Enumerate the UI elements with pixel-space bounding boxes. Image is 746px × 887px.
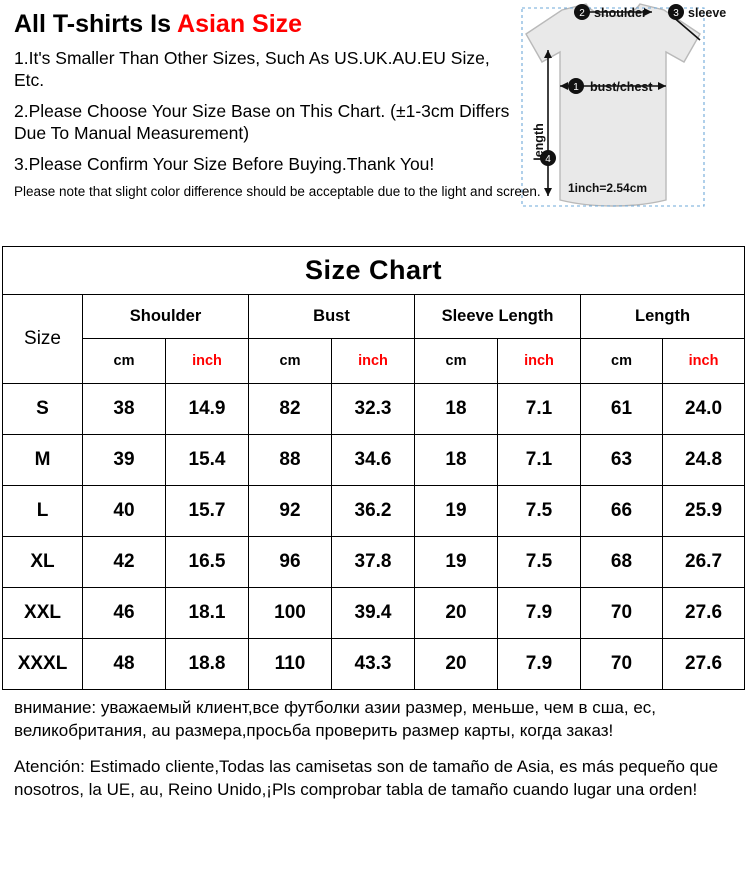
cell-shoulder-cm: 40 <box>83 486 166 537</box>
table-row <box>3 384 745 435</box>
bust-marker-number: 1 <box>573 82 579 93</box>
row-size-label: L <box>3 486 83 537</box>
unit-header-bust-cm: cm <box>249 338 332 383</box>
cell-length-inch: 24.0 <box>663 384 745 435</box>
cell-bust-cm: 88 <box>249 435 332 486</box>
page-title-prefix: All T-shirts Is <box>14 10 178 38</box>
table-unit-header-row <box>3 338 745 383</box>
unit-header-length-inch: inch <box>663 338 745 383</box>
cell-length-cm: 66 <box>581 486 663 537</box>
cell-shoulder-inch: 18.8 <box>166 639 249 690</box>
unit-header-bust-inch: inch <box>332 338 415 383</box>
cell-length-cm: 68 <box>581 537 663 588</box>
table-group-header-row <box>3 295 745 339</box>
size-chart-table-wrapper <box>0 246 746 690</box>
cell-length-inch: 27.6 <box>663 588 745 639</box>
cell-length-inch: 27.6 <box>663 639 745 690</box>
cell-sleeve-cm: 19 <box>415 486 498 537</box>
page-title-accent: Asian Size <box>177 10 303 38</box>
table-row <box>3 486 745 537</box>
cell-shoulder-cm: 42 <box>83 537 166 588</box>
cell-shoulder-cm: 38 <box>83 384 166 435</box>
unit-header-sleeve-cm: cm <box>415 338 498 383</box>
color-disclaimer: Please note that slight color difference should be acceptable due to the light and screen. <box>14 184 541 200</box>
note-1: 1.It's Smaller Than Other Sizes, Such As US.UK.AU.EU Size, Etc. <box>14 48 490 91</box>
sleeve-label: sleeve <box>688 6 727 20</box>
cell-length-inch: 24.8 <box>663 435 745 486</box>
bust-label: bust/chest <box>590 80 653 94</box>
cell-length-cm: 70 <box>581 639 663 690</box>
cell-sleeve-cm: 20 <box>415 639 498 690</box>
cell-sleeve-inch: 7.1 <box>498 435 581 486</box>
row-size-label: XL <box>3 537 83 588</box>
cell-bust-cm: 96 <box>249 537 332 588</box>
unit-header-shoulder-inch: inch <box>166 338 249 383</box>
tshirt-illustration <box>526 4 700 206</box>
unit-header-length-cm: cm <box>581 338 663 383</box>
group-header-bust: Bust <box>249 295 415 339</box>
row-size-label: S <box>3 384 83 435</box>
footer-note-spanish: Atención: Estimado cliente,Todas las camisetas son de tamaño de Asia, es más pequeño que nosotros, la UE, au, Reino Unido,¡Pls comprobar tabla de tamaño cuando lugar una orden! <box>14 757 719 799</box>
footer-section <box>0 690 746 801</box>
cell-length-cm: 70 <box>581 588 663 639</box>
size-chart-table <box>2 246 745 690</box>
cell-bust-cm: 110 <box>249 639 332 690</box>
cell-bust-inch: 37.8 <box>332 537 415 588</box>
footer-note-russian: внимание: уважаемый клиент,все футболки азии размер, меньше, чем в сша, ес, великобритания, au размера,просьба проверить размер карты, когда заказ! <box>14 698 656 740</box>
sleeve-marker-number: 3 <box>673 8 679 19</box>
cell-sleeve-cm: 18 <box>415 435 498 486</box>
table-row <box>3 588 745 639</box>
cell-shoulder-inch: 15.7 <box>166 486 249 537</box>
shoulder-label: shoulder <box>594 6 647 20</box>
cell-length-cm: 63 <box>581 435 663 486</box>
size-column-header: Size <box>3 295 83 384</box>
cell-shoulder-inch: 14.9 <box>166 384 249 435</box>
cell-shoulder-cm: 39 <box>83 435 166 486</box>
cell-length-inch: 25.9 <box>663 486 745 537</box>
table-row <box>3 537 745 588</box>
length-marker-number: 4 <box>545 154 551 165</box>
cell-length-cm: 61 <box>581 384 663 435</box>
group-header-shoulder: Shoulder <box>83 295 249 339</box>
group-header-length: Length <box>581 295 745 339</box>
table-row <box>3 435 745 486</box>
cell-sleeve-cm: 19 <box>415 537 498 588</box>
cell-shoulder-inch: 16.5 <box>166 537 249 588</box>
table-title-row <box>3 247 745 295</box>
cell-bust-inch: 34.6 <box>332 435 415 486</box>
unit-header-sleeve-inch: inch <box>498 338 581 383</box>
shoulder-marker-number: 2 <box>579 8 585 19</box>
cell-bust-cm: 82 <box>249 384 332 435</box>
cell-sleeve-inch: 7.9 <box>498 588 581 639</box>
length-label: length <box>532 123 546 161</box>
tshirt-diagram <box>486 0 740 232</box>
length-measure-line <box>544 50 552 196</box>
unit-conversion-label: 1inch=2.54cm <box>568 181 648 195</box>
cell-bust-cm: 100 <box>249 588 332 639</box>
cell-sleeve-inch: 7.1 <box>498 384 581 435</box>
cell-sleeve-inch: 7.9 <box>498 639 581 690</box>
cell-bust-cm: 92 <box>249 486 332 537</box>
cell-length-inch: 26.7 <box>663 537 745 588</box>
table-row <box>3 639 745 690</box>
cell-sleeve-cm: 20 <box>415 588 498 639</box>
cell-shoulder-inch: 18.1 <box>166 588 249 639</box>
cell-bust-inch: 32.3 <box>332 384 415 435</box>
cell-bust-inch: 36.2 <box>332 486 415 537</box>
cell-sleeve-cm: 18 <box>415 384 498 435</box>
row-size-label: XXXL <box>3 639 83 690</box>
cell-shoulder-cm: 48 <box>83 639 166 690</box>
group-header-sleeve-length: Sleeve Length <box>415 295 581 339</box>
chart-title: Size Chart <box>3 247 745 295</box>
cell-shoulder-cm: 46 <box>83 588 166 639</box>
cell-shoulder-inch: 15.4 <box>166 435 249 486</box>
cell-sleeve-inch: 7.5 <box>498 486 581 537</box>
cell-sleeve-inch: 7.5 <box>498 537 581 588</box>
note-3: 3.Please Confirm Your Size Before Buying.Thank You! <box>14 154 435 175</box>
note-2: 2.Please Choose Your Size Base on This Chart. (±1-3cm Differs Due To Manual Measurement) <box>14 101 510 144</box>
cell-bust-inch: 39.4 <box>332 588 415 639</box>
row-size-label: M <box>3 435 83 486</box>
cell-bust-inch: 43.3 <box>332 639 415 690</box>
header-section <box>0 0 746 246</box>
unit-header-shoulder-cm: cm <box>83 338 166 383</box>
row-size-label: XXL <box>3 588 83 639</box>
